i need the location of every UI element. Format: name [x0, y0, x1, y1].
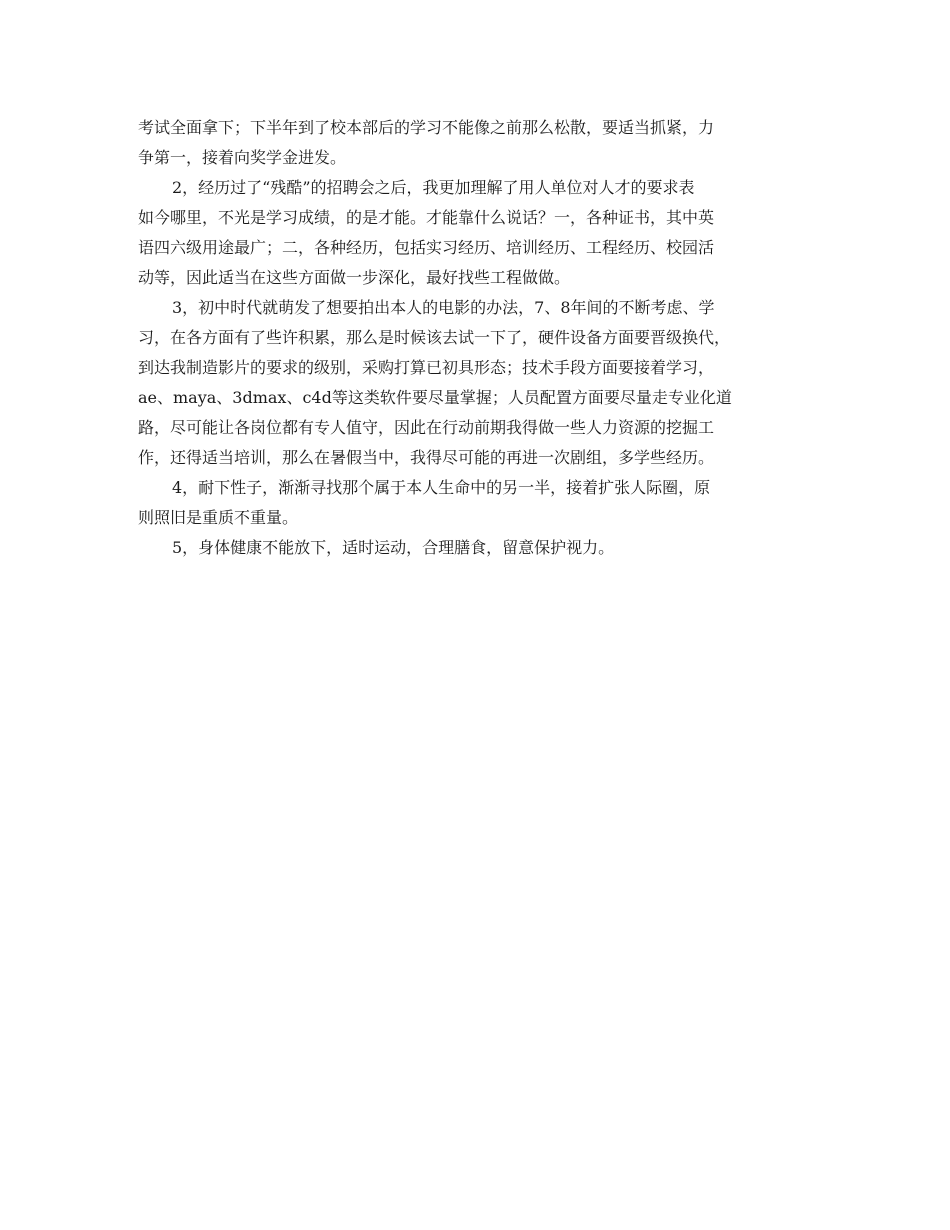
paragraph-3-line-4: ae、maya、3dmax、c4d等这类软件要尽量掌握；人员配置方面要尽量走专业化道 [138, 388, 732, 407]
paragraph-4-line-1: 4，耐下性子，渐渐寻找那个属于本人生命中的另一半，接着扩张人际圈，原 [172, 478, 711, 497]
paragraph-2-line-3: 语四六级用途最广；二，各种经历，包括实习经历、培训经历、工程经历、校园活 [138, 238, 715, 257]
paragraph-1-line-1: 考试全面拿下；下半年到了校本部后的学习不能像之前那么松散，要适当抓紧，力 [138, 118, 715, 137]
paragraph-3-line-1: 3，初中时代就萌发了想要拍出本人的电影的办法，7、8年间的不断考虑、学 [172, 298, 715, 317]
paragraph-3-line-3: 到达我制造影片的要求的级别，采购打算已初具形态；技术手段方面要接着学习， [138, 358, 715, 377]
paragraph-1-line-2: 争第一，接着向奖学金进发。 [138, 148, 347, 167]
paragraph-4-line-2: 则照旧是重质不重量。 [138, 508, 299, 527]
paragraph-2-line-4: 动等，因此适当在这些方面做一步深化，最好找些工程做做。 [138, 268, 571, 287]
paragraph-5-line-1: 5，身体健康不能放下，适时运动，合理膳食，留意保护视力。 [172, 538, 615, 557]
paragraph-2-line-1: 2，经历过了“残酷”的招聘会之后，我更加理解了用人单位对人才的要求表 [172, 178, 695, 197]
paragraph-3-line-2: 习，在各方面有了些许积累，那么是时候该去试一下了，硬件设备方面要晋级换代， [138, 328, 731, 347]
paragraph-3-line-6: 作，还得适当培训，那么在暑假当中，我得尽可能的再进一次剧组，多学些经历。 [138, 448, 715, 467]
paragraph-2-line-2: 如今哪里，不光是学习成绩，的是才能。才能靠什么说话？一，各种证书，其中英 [138, 208, 715, 227]
paragraph-3-line-5: 路，尽可能让各岗位都有专人值守，因此在行动前期我得做一些人力资源的挖掘工 [138, 418, 715, 437]
document-body [138, 113, 818, 563]
